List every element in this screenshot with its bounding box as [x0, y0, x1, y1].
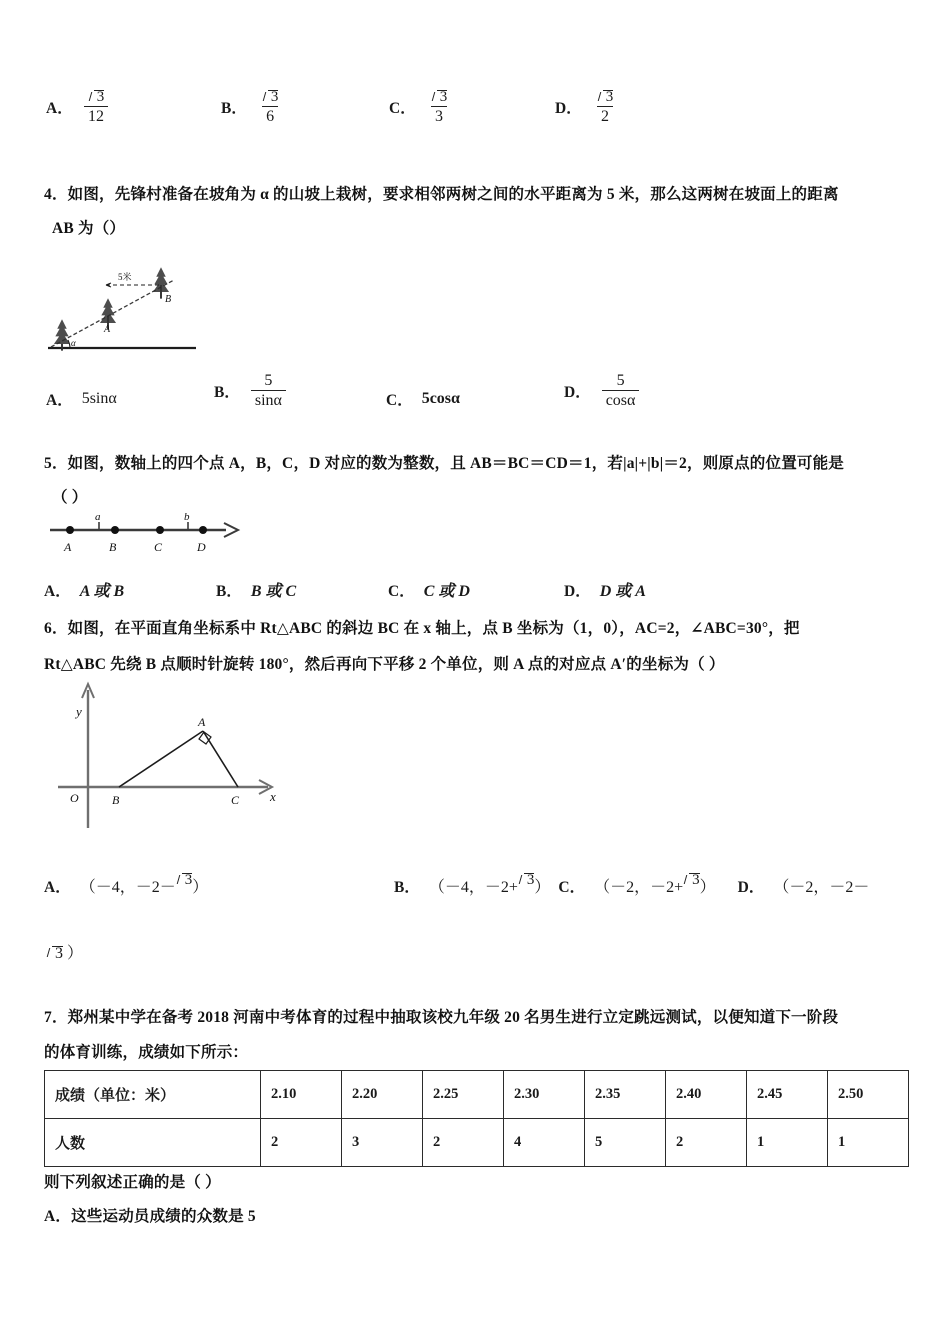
q5-option-c-value: C 或 D: [423, 583, 470, 600]
q6-coordinate-triangle-figure: [56, 676, 286, 836]
q3-option-b-fraction: [258, 88, 283, 126]
svg-text:C: C: [231, 793, 240, 807]
q5-option-b-label: B．: [216, 582, 242, 600]
q4-option-c[interactable]: [386, 388, 564, 410]
q6-option-d-label: D．: [737, 878, 765, 896]
q4-option-c-label: C．: [386, 391, 413, 409]
sqrt-icon: 3: [597, 88, 614, 105]
q4-option-d-denominator: cosα: [602, 390, 640, 409]
q6-option-d-suffix: ）: [67, 945, 84, 962]
q5-option-d-value: D 或 A: [599, 583, 646, 600]
q5-text-line1: 5．如图，数轴上的四个点 A，B，C，D 对应的数为整数，且 AB＝BC＝CD＝1，若|a|+|b|＝2，则原点的位置可能是: [44, 455, 845, 472]
table-cell-count-1: 3: [342, 1119, 423, 1167]
table-row-scores: [45, 1071, 909, 1119]
svg-text:b: b: [184, 511, 190, 523]
svg-text:y: y: [76, 704, 82, 719]
table-cell-score-1: 2.20: [342, 1071, 423, 1119]
q5-option-a-label: A．: [44, 582, 71, 600]
sqrt-icon: 3: [262, 88, 279, 105]
svg-text:D: D: [197, 540, 206, 554]
q4-text-line2: AB 为（）: [52, 220, 126, 237]
q7-text-line2: 的体育训练，成绩如下所示：: [44, 1044, 249, 1061]
svg-text:A: A: [104, 324, 111, 335]
q4-option-d[interactable]: [564, 372, 641, 410]
q5-option-d-label: D．: [564, 582, 591, 600]
q4-option-d-label: D．: [564, 383, 591, 401]
table-cell-score-3: 2.30: [504, 1071, 585, 1119]
q5-option-b[interactable]: [216, 578, 388, 601]
sqrt-icon: 3: [88, 88, 105, 105]
q6-option-c-prefix: （－2，－2+: [594, 879, 684, 896]
svg-text:B: B: [165, 294, 172, 305]
svg-text:A: A: [198, 715, 206, 729]
q5-option-b-value: B 或 C: [250, 583, 297, 600]
q3-option-c-denominator: 3: [431, 106, 447, 125]
table-cell-count-6: 1: [747, 1119, 828, 1167]
table-cell-score-0: 2.10: [261, 1071, 342, 1119]
table-cell-count-0: 2: [261, 1119, 342, 1167]
table-cell-count-2: 2: [423, 1119, 504, 1167]
svg-text:A: A: [64, 540, 72, 554]
q6-option-b[interactable]: [394, 871, 551, 897]
q5-option-a-value: A 或 B: [79, 583, 125, 600]
q3-option-d-label: D．: [555, 99, 582, 117]
q3-option-c-label: C．: [389, 99, 416, 117]
svg-text:O: O: [70, 791, 79, 805]
table-cell-count-5: 2: [666, 1119, 747, 1167]
q3-option-d-fraction: [593, 88, 618, 126]
q7-text-line1: 7．郑州某中学在备考 2018 河南中考体育的过程中抽取该校九年级 20 名男生进行立定跳远测试，以便知道下一阶段: [44, 1009, 839, 1026]
q6-option-d-prefix: （－2，－2－: [773, 879, 870, 896]
q6-option-a[interactable]: [44, 871, 394, 897]
svg-text:x: x: [270, 789, 276, 804]
q6-options-row: [44, 871, 934, 897]
sqrt-icon: 3: [518, 871, 535, 889]
svg-text:B: B: [109, 540, 117, 554]
q6-option-d-wrap[interactable]: [46, 940, 83, 963]
svg-text:α: α: [71, 338, 76, 348]
table-cell-count-3: 4: [504, 1119, 585, 1167]
q6-text-line2: Rt△ABC 先绕 B 点顺时针旋转 180°，然后再向下平移 2 个单位，则 A 点的对应点 A′的坐标为（ ）: [44, 656, 725, 673]
table-cell-count-7: 1: [828, 1119, 909, 1167]
q3-option-a-fraction: [84, 88, 109, 126]
q3-option-a-label: A．: [46, 99, 73, 117]
q5-option-d[interactable]: [564, 578, 646, 601]
table-cell-score-4: 2.35: [585, 1071, 666, 1119]
q3-option-a[interactable]: [46, 88, 221, 126]
q5-option-a[interactable]: [44, 578, 216, 601]
q3-option-c[interactable]: [389, 88, 555, 126]
q4-option-a-label: A．: [46, 391, 73, 409]
q4-option-b-label: B．: [214, 383, 240, 401]
q4-slope-trees-figure: [44, 252, 244, 356]
q6-option-c[interactable]: [558, 871, 716, 897]
table-cell-score-7: 2.50: [828, 1071, 909, 1119]
table-cell-count-4: 5: [585, 1119, 666, 1167]
q5-number-line-figure: [46, 510, 256, 558]
q3-options-row: [46, 88, 686, 126]
sqrt-icon: 3: [176, 871, 193, 889]
q3-option-d[interactable]: [555, 88, 619, 126]
q4-option-d-fraction: [602, 372, 640, 410]
q4-text-line1: 4．如图，先锋村准备在坡角为 α 的山坡上栽树，要求相邻两树之间的水平距离为 5 米，那么这两树在坡面上的距离: [44, 186, 839, 203]
q3-option-b-label: B．: [221, 99, 247, 117]
q6-option-c-label: C．: [558, 878, 586, 896]
q6-option-b-prefix: （－4，－2+: [428, 879, 518, 896]
q6-option-d[interactable]: [738, 874, 870, 897]
q6-text-line1: 6．如图，在平面直角坐标系中 Rt△ABC 的斜边 BC 在 x 轴上，点 B 坐标为（1，0），AC=2，∠ABC=30°，把: [44, 620, 800, 637]
svg-text:B: B: [112, 793, 120, 807]
q4-option-a-value: 5sinα: [81, 389, 117, 407]
q7-option-a[interactable]: A．这些运动员成绩的众数是 5: [44, 1208, 256, 1225]
q3-option-b[interactable]: [221, 88, 389, 126]
sqrt-icon: 3: [46, 944, 63, 963]
table-row-counts: [45, 1119, 909, 1167]
q5-option-c[interactable]: [388, 578, 564, 601]
q3-option-a-denominator: 12: [84, 106, 108, 125]
q5-text-line2: （ ）: [52, 489, 88, 506]
q4-option-b-denominator: sinα: [251, 390, 286, 409]
q6-option-a-suffix: ）: [192, 879, 209, 896]
table-header-count: 人数: [45, 1119, 261, 1167]
q7-prompt: 则下列叙述正确的是（ ）: [44, 1174, 221, 1191]
q6-option-a-label: A．: [44, 878, 71, 896]
q6-option-a-prefix: （－4，－2－: [79, 879, 176, 896]
svg-text:C: C: [154, 540, 163, 554]
q4-option-c-value: 5cosα: [421, 389, 460, 407]
q7-score-table: [44, 1070, 909, 1167]
q6-option-c-suffix: ）: [699, 879, 716, 896]
sqrt-icon: 3: [683, 871, 700, 889]
q3-option-d-denominator: 2: [597, 106, 613, 125]
q3-option-c-fraction: [427, 88, 452, 126]
table-cell-score-5: 2.40: [666, 1071, 747, 1119]
svg-text:a: a: [95, 511, 101, 523]
table-cell-score-2: 2.25: [423, 1071, 504, 1119]
q4-option-b-fraction: [251, 372, 286, 410]
q3-option-b-denominator: 6: [262, 106, 278, 125]
table-cell-score-6: 2.45: [747, 1071, 828, 1119]
sqrt-icon: 3: [431, 88, 448, 105]
q6-option-b-label: B．: [394, 878, 420, 896]
q4-option-b[interactable]: [214, 372, 386, 410]
q5-option-c-label: C．: [388, 582, 415, 600]
q4-options-row: [46, 372, 706, 410]
q4-option-b-numerator: 5: [264, 372, 273, 389]
q6-option-b-suffix: ）: [534, 879, 551, 896]
q4-option-a[interactable]: [46, 388, 214, 410]
q4-distance-label: 5米: [118, 272, 132, 282]
q5-options-row: [44, 578, 704, 601]
table-header-score: 成绩（单位：米）: [45, 1071, 261, 1119]
q4-option-d-numerator: 5: [616, 372, 625, 389]
